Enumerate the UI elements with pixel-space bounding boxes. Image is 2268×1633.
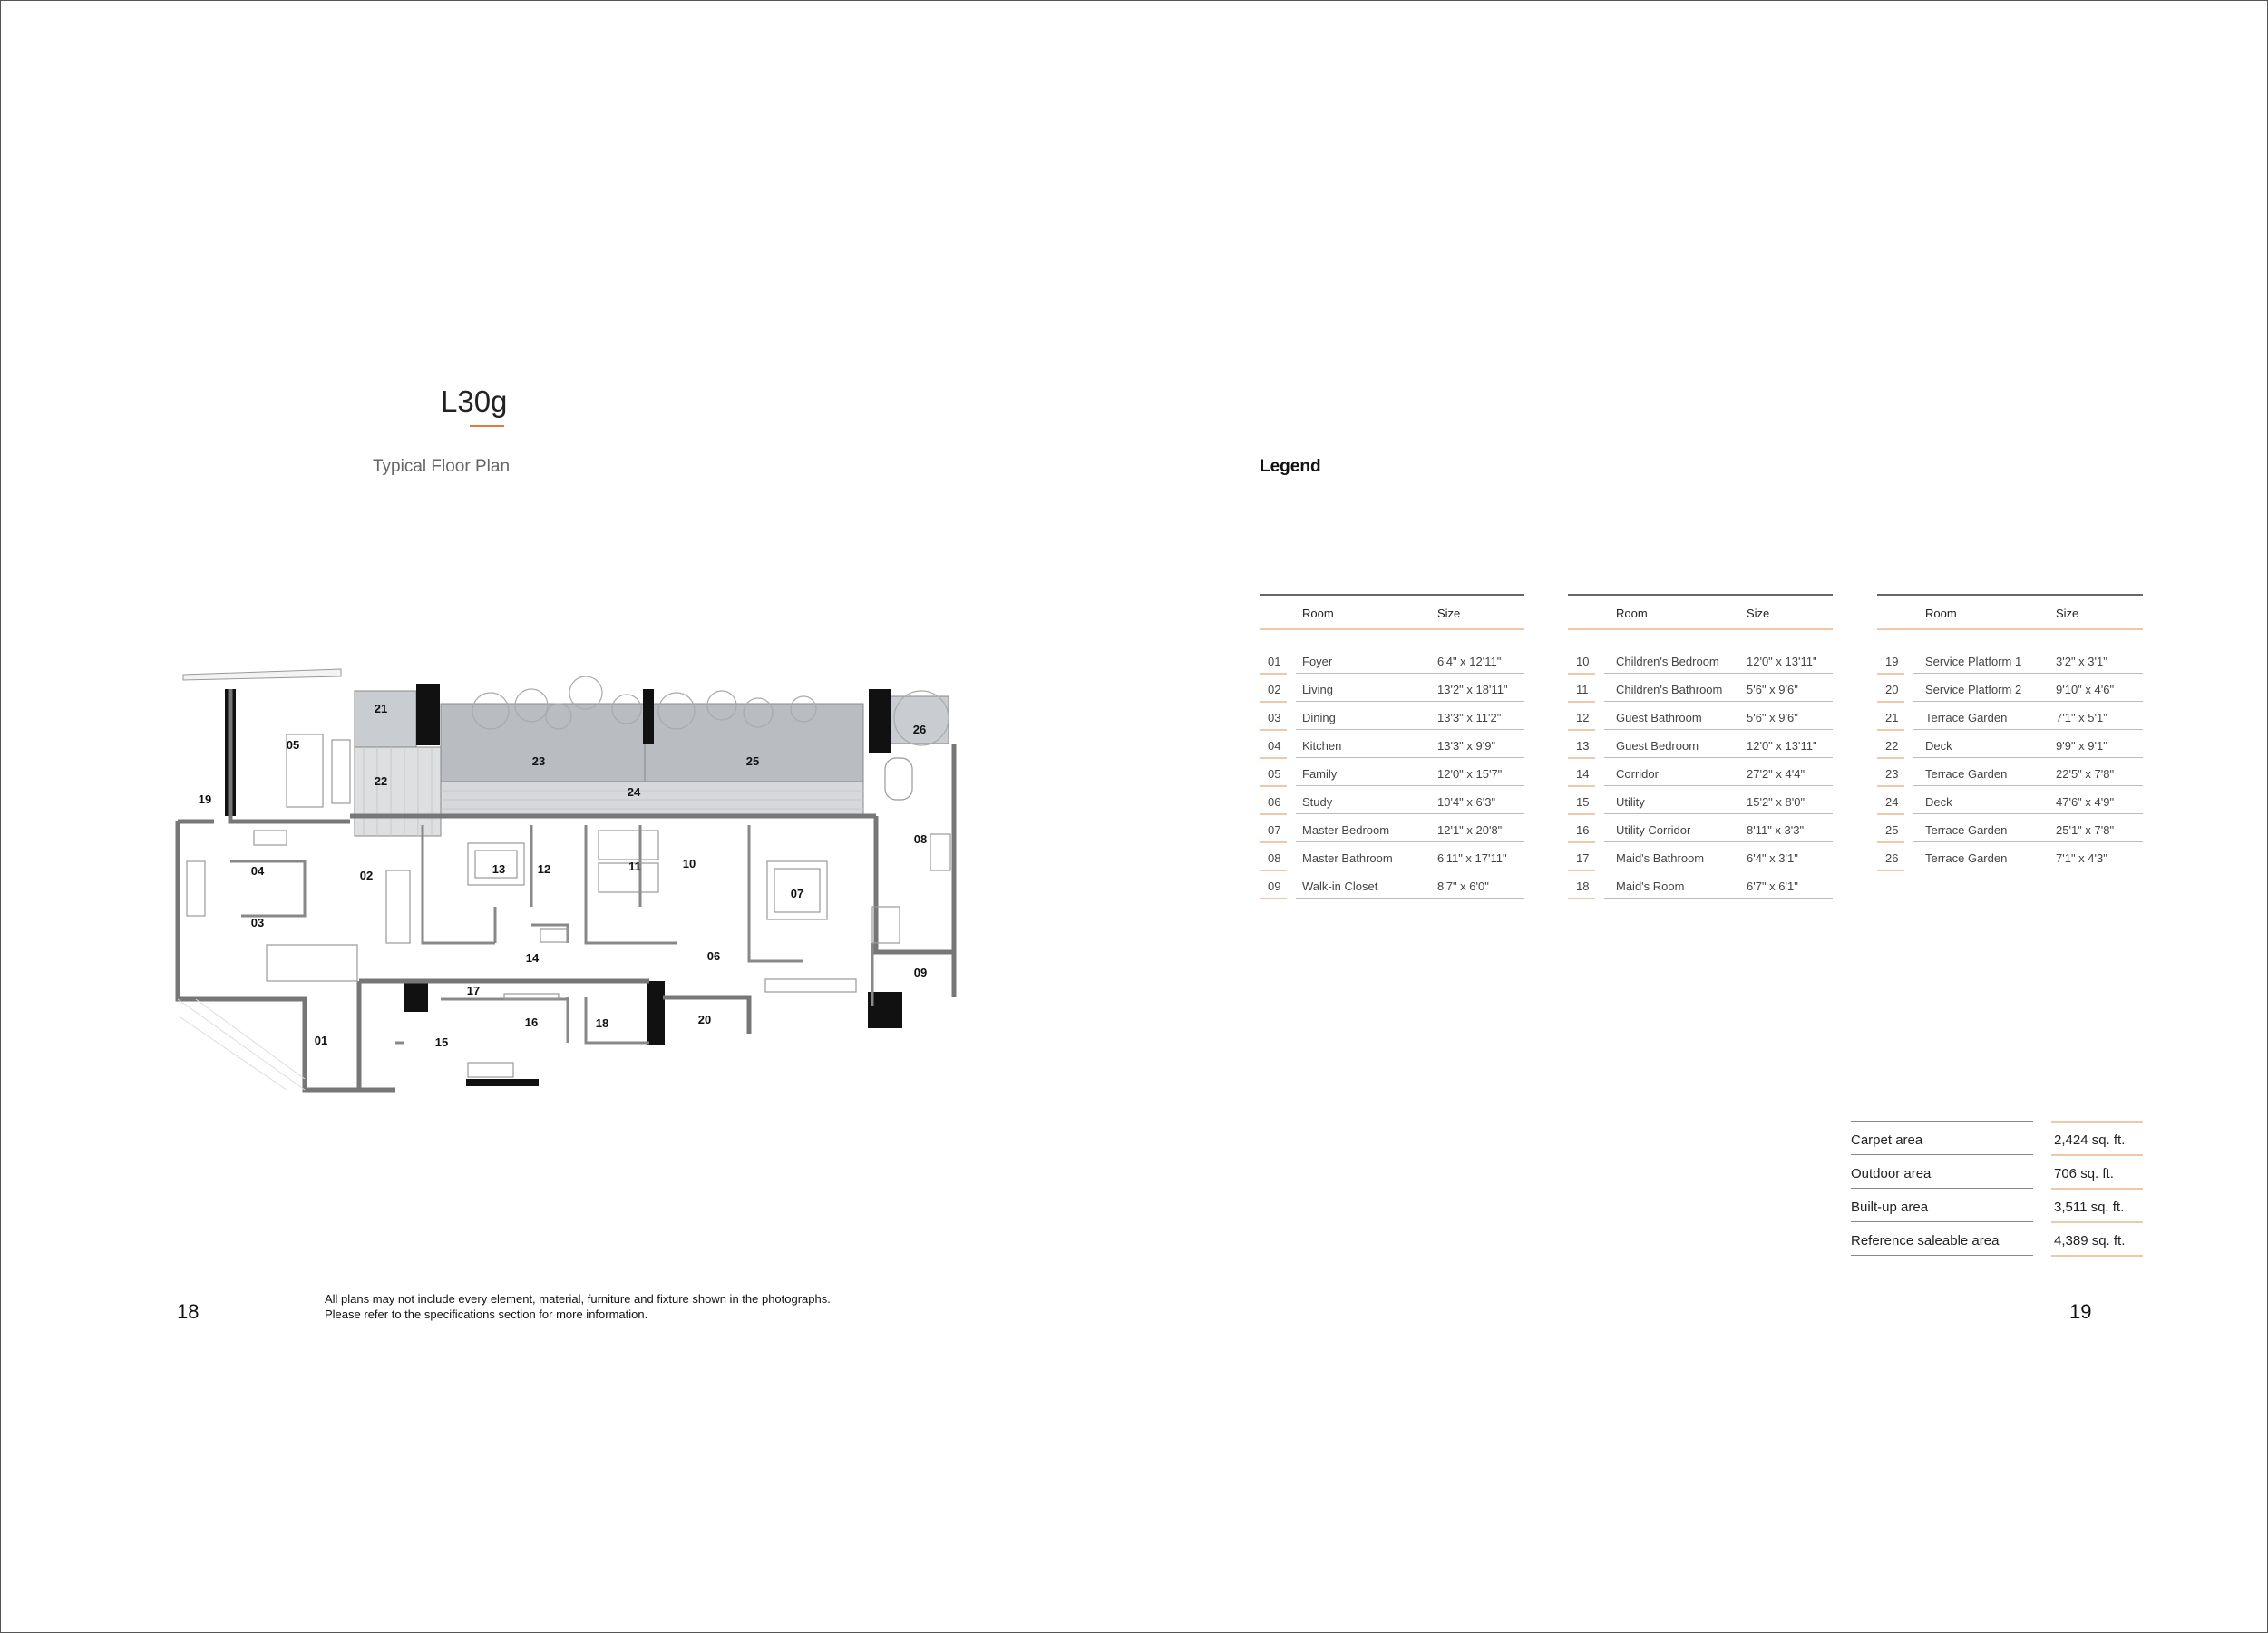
legend-row: 05 Family 12'0" x 15'7" — [1260, 759, 1524, 787]
legend-table-1 — [1260, 594, 1524, 899]
deck-24-area — [441, 782, 863, 816]
legend-heading: Legend — [1260, 457, 1321, 476]
title-accent-line — [470, 425, 504, 427]
plan-label-05: 05 — [286, 738, 300, 752]
legend-table-2 — [1568, 594, 1833, 899]
plan-label-19: 19 — [198, 792, 212, 806]
plan-label-07: 07 — [790, 887, 804, 900]
area-value: 706 sq. ft. — [2054, 1166, 2114, 1181]
col-size: Size — [1437, 607, 1461, 620]
legend-row: 24 Deck 47'6" x 4'9" — [1877, 787, 2143, 815]
plan-label-26: 26 — [912, 723, 927, 736]
plan-label-20: 20 — [697, 1013, 712, 1026]
legend-row: 14 Corridor 27'2" x 4'4" — [1568, 759, 1833, 787]
plan-label-09: 09 — [913, 966, 928, 979]
area-row — [1851, 1221, 2143, 1255]
legend-row: 11 Children's Bathroom 5'6" x 9'6" — [1568, 675, 1833, 703]
legend-row: 13 Guest Bedroom 12'0" x 13'11" — [1568, 731, 1833, 759]
legend-row: 12 Guest Bathroom 5'6" x 9'6" — [1568, 703, 1833, 731]
col-size: Size — [1747, 607, 1770, 620]
disclaimer-line-1: All plans may not include every element, material, furniture and fixture shown in the photographs. — [325, 1292, 831, 1306]
legend-row: 09 Walk-in Closet 8'7" x 6'0" — [1260, 871, 1524, 899]
plan-label-22: 22 — [374, 774, 388, 788]
terrace-garden-21-area — [355, 691, 416, 747]
legend-row: 08 Master Bathroom 6'11" x 17'11" — [1260, 843, 1524, 871]
plan-label-13: 13 — [492, 862, 506, 876]
terrace-garden-26-area — [891, 696, 949, 744]
area-row — [1851, 1154, 2143, 1188]
plan-subtitle: Typical Floor Plan — [373, 457, 511, 476]
area-value: 4,389 sq. ft. — [2054, 1233, 2126, 1249]
legend-row: 26 Terrace Garden 7'1" x 4'3" — [1877, 843, 2143, 871]
plan-label-03: 03 — [250, 916, 265, 929]
plan-label-11: 11 — [628, 860, 641, 873]
legend-row: 23 Terrace Garden 22'5" x 7'8" — [1877, 759, 2143, 787]
plan-label-08: 08 — [913, 832, 928, 846]
disclaimer — [325, 1291, 831, 1322]
area-value: 2,424 sq. ft. — [2054, 1132, 2126, 1148]
disclaimer-line-2: Please refer to the specifications section for more information. — [325, 1307, 648, 1321]
plan-label-14: 14 — [525, 951, 540, 965]
plan-label-12: 12 — [537, 862, 551, 876]
legend-row: 16 Utility Corridor 8'11" x 3'3" — [1568, 815, 1833, 843]
plan-label-02: 02 — [359, 869, 374, 882]
legend-row: 10 Children's Bedroom 12'0" x 13'11" — [1568, 646, 1833, 675]
plan-label-06: 06 — [706, 949, 721, 963]
page-number-left: 18 — [177, 1300, 200, 1323]
plan-label-23: 23 — [531, 754, 546, 768]
plan-label-10: 10 — [682, 857, 696, 870]
area-label: Carpet area — [1851, 1132, 1923, 1148]
plan-label-17: 17 — [466, 984, 481, 997]
legend-row: 21 Terrace Garden 7'1" x 5'1" — [1877, 703, 2143, 731]
legend-row: 17 Maid's Bathroom 6'4" x 3'1" — [1568, 843, 1833, 871]
legend-row: 06 Study 10'4" x 6'3" — [1260, 787, 1524, 815]
legend-row: 07 Master Bedroom 12'1" x 20'8" — [1260, 815, 1524, 843]
plan-label-15: 15 — [434, 1035, 449, 1049]
floor-plan — [169, 653, 976, 1101]
area-summary — [1851, 1121, 2143, 1255]
legend-row: 20 Service Platform 2 9'10" x 4'6" — [1877, 675, 2143, 703]
plan-label-18: 18 — [595, 1016, 609, 1030]
deck-22-area — [355, 747, 441, 836]
legend-row: 02 Living 13'2" x 18'11" — [1260, 675, 1524, 703]
plan-label-24: 24 — [627, 785, 641, 799]
legend-row: 15 Utility 15'2" x 8'0" — [1568, 787, 1833, 815]
area-label: Reference saleable area — [1851, 1233, 2000, 1249]
col-room: Room — [1616, 607, 1648, 620]
legend-row: 18 Maid's Room 6'7" x 6'1" — [1568, 871, 1833, 899]
area-label: Built-up area — [1851, 1200, 1929, 1215]
page-number-right: 19 — [2069, 1300, 2092, 1323]
area-label: Outdoor area — [1851, 1166, 1932, 1181]
legend-row: 04 Kitchen 13'3" x 9'9" — [1260, 731, 1524, 759]
unit-title: L30g — [441, 384, 508, 418]
plan-label-21: 21 — [374, 702, 388, 715]
plan-label-04: 04 — [250, 864, 265, 878]
col-size: Size — [2056, 607, 2079, 620]
legend-table-3 — [1877, 594, 2143, 871]
legend-row: 22 Deck 9'9" x 9'1" — [1877, 731, 2143, 759]
col-room: Room — [1925, 607, 1957, 620]
plan-label-16: 16 — [524, 1016, 539, 1029]
area-row — [1851, 1121, 2143, 1154]
legend-row: 01 Foyer 6'4" x 12'11" — [1260, 646, 1524, 675]
col-room: Room — [1302, 607, 1334, 620]
area-row — [1851, 1188, 2143, 1221]
plan-label-01: 01 — [314, 1034, 328, 1047]
plan-label-25: 25 — [745, 754, 760, 768]
area-value: 3,511 sq. ft. — [2054, 1200, 2125, 1215]
legend-row: 19 Service Platform 1 3'2" x 3'1" — [1877, 646, 2143, 675]
legend-row: 03 Dining 13'3" x 11'2" — [1260, 703, 1524, 731]
legend-row: 25 Terrace Garden 25'1" x 7'8" — [1877, 815, 2143, 843]
